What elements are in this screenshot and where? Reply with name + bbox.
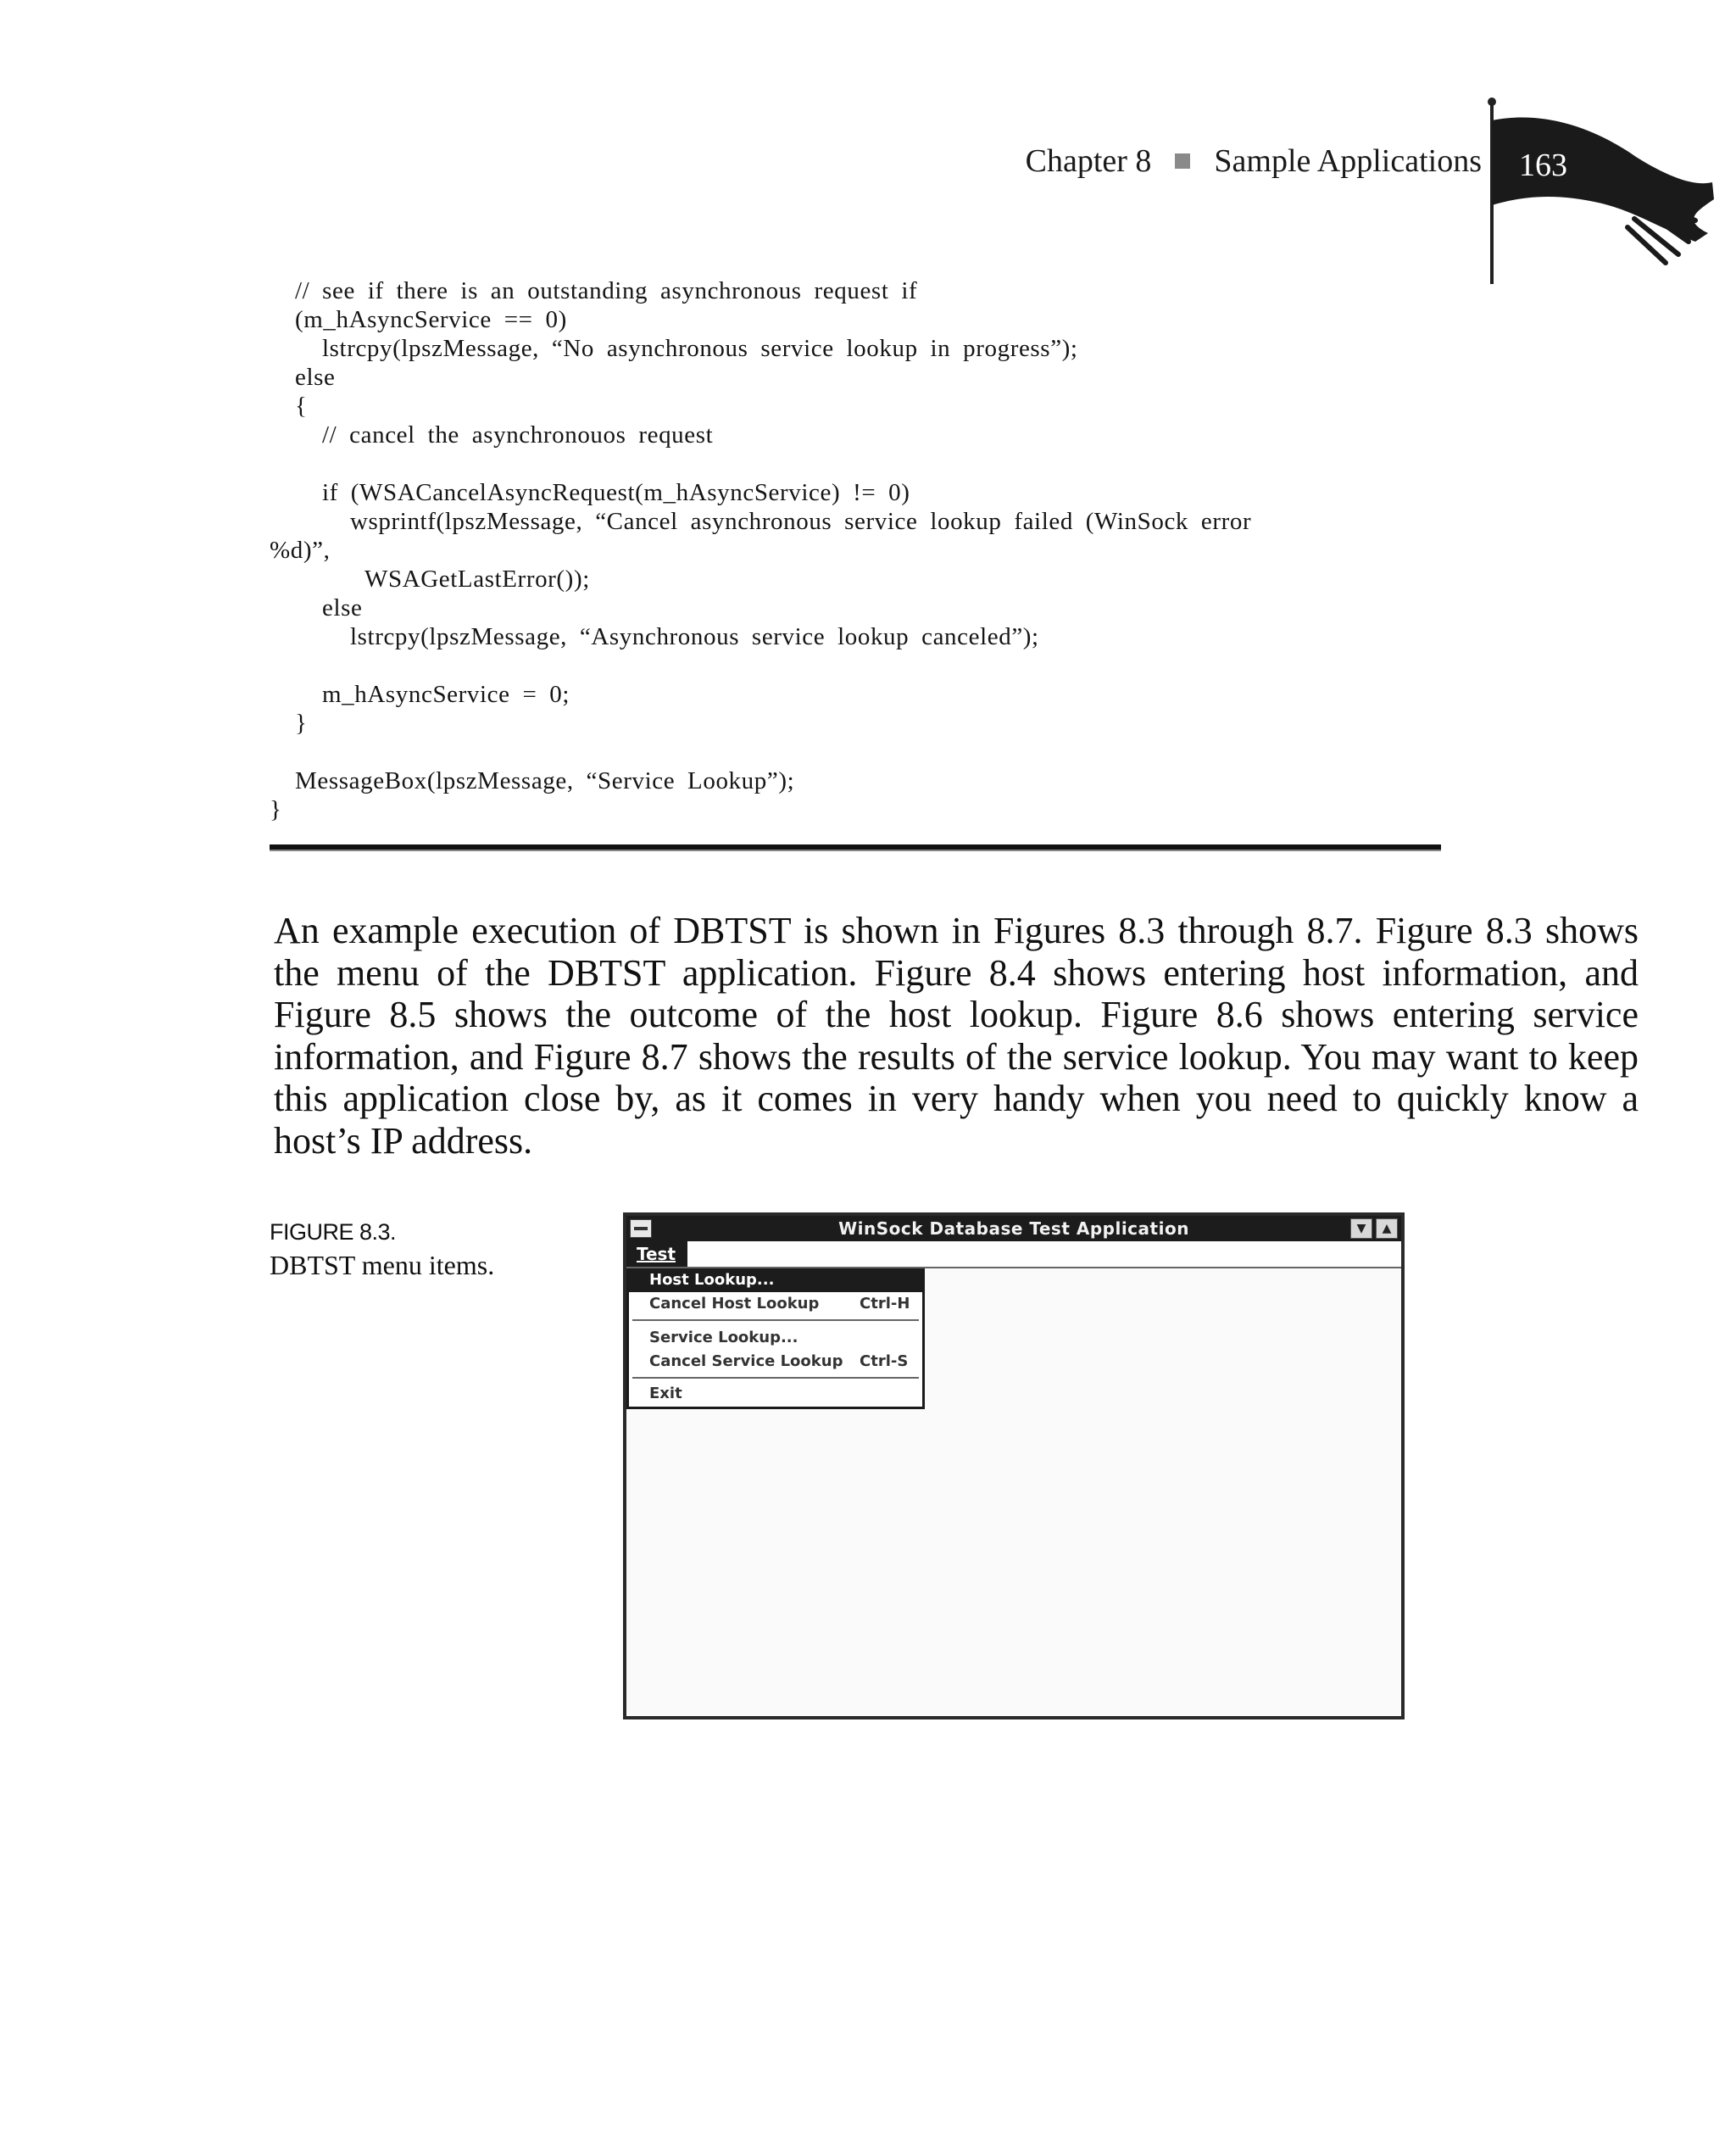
code-line: if (WSACancelAsyncRequest(m_hAsyncService) != 0) — [322, 479, 910, 506]
menu-item-accelerator: Ctrl-S — [860, 1352, 909, 1370]
code-line: WSAGetLastError()); — [364, 566, 590, 593]
menu-item-service-lookup[interactable] — [629, 1326, 922, 1350]
window-title: WinSock Database Test Application — [838, 1218, 1189, 1239]
code-line: // cancel the asynchronouos request — [322, 421, 714, 449]
code-line: lstrcpy(lpszMessage, “No asynchronous service lookup in progress”); — [322, 335, 1078, 362]
menu-item-label: Cancel Host Lookup — [649, 1295, 820, 1313]
code-line: else — [295, 364, 336, 391]
menu-item-cancel-host-lookup[interactable] — [629, 1292, 922, 1316]
page-number: 163 — [1519, 148, 1567, 183]
code-line: MessageBox(lpszMessage, “Service Lookup”); — [295, 767, 795, 794]
menu-bar — [626, 1241, 1401, 1268]
minimize-button[interactable]: ▼ — [1350, 1218, 1372, 1239]
figure-label: FIGURE 8.3. — [270, 1219, 397, 1245]
code-line: m_hAsyncService = 0; — [322, 681, 570, 708]
menu-item-label: Exit — [649, 1385, 682, 1402]
code-line: } — [270, 796, 282, 823]
title-bar — [626, 1216, 1401, 1241]
running-header — [1026, 142, 1482, 180]
menu-item-label: Host Lookup... — [649, 1271, 775, 1289]
menu-separator — [632, 1377, 919, 1379]
menu-separator — [632, 1319, 919, 1321]
menu-item-label: Cancel Service Lookup — [649, 1352, 843, 1370]
menu-item-label: Service Lookup... — [649, 1329, 798, 1346]
figure-caption: DBTST menu items. — [270, 1250, 495, 1280]
code-line: (m_hAsyncService == 0) — [295, 306, 567, 333]
app-window-screenshot — [623, 1212, 1405, 1719]
code-line: else — [322, 594, 363, 621]
separator-square-icon — [1175, 153, 1190, 169]
menu-item-cancel-service-lookup[interactable] — [629, 1350, 922, 1374]
menu-test[interactable]: Test — [626, 1241, 687, 1267]
code-line: lstrcpy(lpszMessage, “Asynchronous service lookup canceled”); — [350, 623, 1039, 650]
code-line: } — [295, 710, 308, 737]
code-end-rule — [270, 844, 1441, 851]
code-line: // see if there is an outstanding asynchronous request if — [295, 277, 918, 304]
section-title: Sample Applications — [1214, 143, 1482, 179]
menu-item-host-lookup[interactable] — [629, 1268, 922, 1292]
code-line: { — [295, 393, 308, 420]
maximize-button[interactable]: ▲ — [1376, 1218, 1398, 1239]
code-line: wsprintf(lpszMessage, “Cancel asynchronous service lookup failed (WinSock error — [350, 508, 1252, 535]
menu-item-exit[interactable] — [629, 1382, 922, 1406]
menu-item-accelerator: Ctrl-H — [860, 1295, 910, 1313]
flag-logo-icon — [1466, 93, 1721, 288]
dropdown-menu — [626, 1268, 925, 1409]
chapter-label: Chapter 8 — [1025, 143, 1152, 179]
code-line: %d)”, — [270, 537, 331, 564]
body-paragraph: An example execution of DBTST is shown in Figures 8.3 through 8.7. Figure 8.3 shows the menu of the DBTST application. Figure 8.4 shows entering host information, and Figure 8.5 shows the outcome of the host lookup. Figure 8.6 shows entering service information, and Figure 8.7 shows the results of the service lookup. You may want to keep this application close by, as it comes in very handy when you need to quickly know a host’s IP address. — [274, 910, 1639, 1162]
